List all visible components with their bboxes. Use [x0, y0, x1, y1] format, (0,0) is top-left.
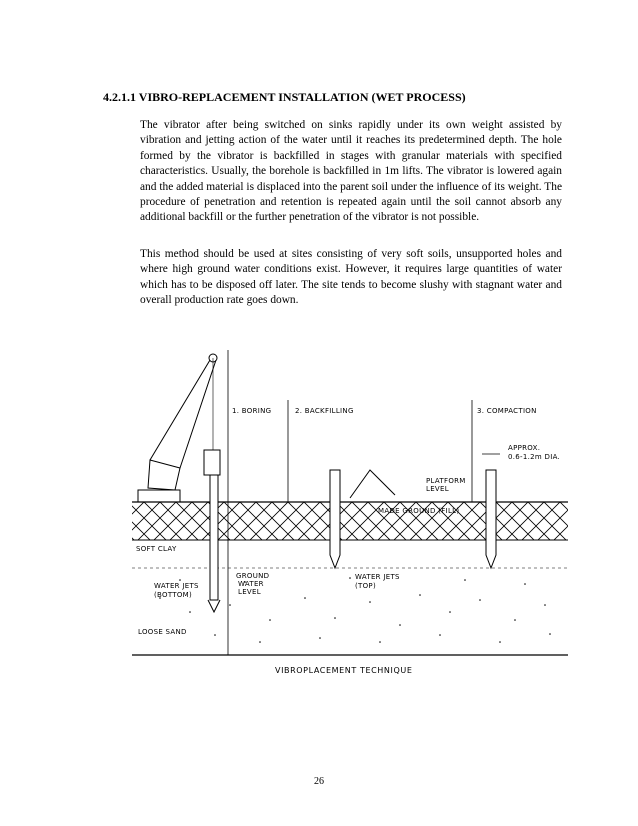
- soft-clay-label: SOFT CLAY: [136, 545, 177, 553]
- section-heading: 4.2.1.1 VIBRO-REPLACEMENT INSTALLATION (WET PROCESS): [103, 90, 466, 104]
- made-ground-fill-layer: [132, 502, 568, 540]
- stage-boring-label: 1. BORING: [232, 407, 272, 415]
- vibrator-probe-boring: [210, 475, 218, 600]
- stage-compaction-label: 3. COMPACTION: [477, 407, 537, 415]
- paragraph-wet-process-description: The vibrator after being switched on sinks rapidly under its own weight assisted by vibration and jetting action of the water until it reaches its predetermined depth. The hole formed by the vibrator is backfilled in stages with granular materials with specified characteristics. Usually, the borehole is backfilled in 1m lifts. The vibrator is lowered again and the added material is displaced into the parent soil under the influence of its weight. The procedure of penetration and retention is repeated again until the soil cannot absorb any additional backfill or the further penetration of the vibrator is not possible.: [140, 119, 562, 224]
- vibroplacement-diagram: [120, 350, 580, 680]
- figure-caption: VIBROPLACEMENT TECHNIQUE: [275, 666, 413, 675]
- vibroplacement-figure: [120, 350, 580, 680]
- vibrator-probe-compaction: [486, 470, 496, 568]
- ground-water-level-label: LEVEL: [238, 588, 261, 596]
- approx-label: APPROX.: [508, 444, 541, 452]
- page-number: 26: [314, 776, 324, 787]
- ground-water-label-2: WATER: [238, 580, 264, 588]
- water-jets-top-label: WATER JETS: [355, 573, 400, 581]
- platform-label: PLATFORM: [426, 477, 466, 485]
- stage-backfilling-label: 2. BACKFILLING: [295, 407, 354, 415]
- water-jet-bottom-icon: [208, 600, 220, 612]
- backfill-hopper: [350, 470, 395, 498]
- crane-rig: [138, 354, 220, 502]
- paragraph-wet-process-usage: This method should be used at sites consisting of very soft soils, unsupported holes and where high ground water conditions exist. However, it requires large quantities of water which has to be disposed off later. The site tends to become slushy with stagnant water and overall production rate goes down.: [140, 248, 562, 307]
- vibrator-probe-backfilling: [330, 470, 340, 568]
- diameter-label: 0.6-1.2m DIA.: [508, 453, 561, 461]
- loose-sand-label: LOOSE SAND: [138, 628, 187, 636]
- water-jets-bottom-sublabel: (BOTTOM): [154, 591, 193, 599]
- made-ground-label: MADE GROUND (FILL): [378, 507, 460, 515]
- ground-water-label: GROUND: [236, 572, 270, 580]
- water-jets-bottom-label: WATER JETS: [154, 582, 199, 590]
- water-jets-top-sublabel: (TOP): [355, 582, 376, 590]
- platform-level-label: LEVEL: [426, 485, 449, 493]
